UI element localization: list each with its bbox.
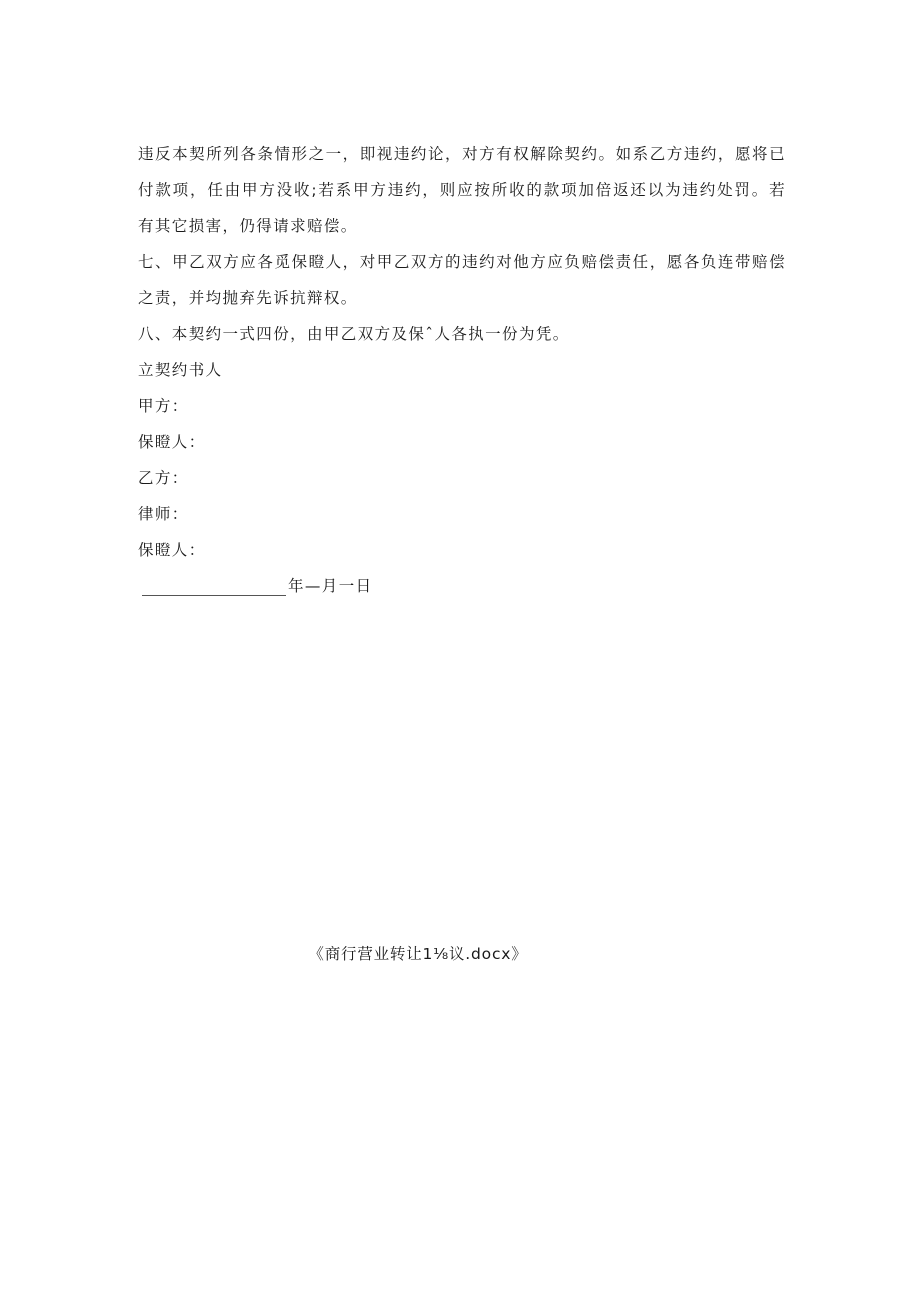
footer-filename: 《商行营业转让1⅛议.docx》	[308, 945, 528, 963]
paragraph-breach-clause: 违反本契所列各条情形之一，即视违约论，对方有权解除契约。如系乙方违约，愿将已付款项，任由甲方没收;若系甲方违约，则应按所收的款项加倍返还以为违约处罚。若有其它损害，仍得请求赔偿。	[138, 145, 786, 235]
paragraph-clause-seven: 七、甲乙双方应各觅保瞪人，对甲乙双方的违约对他方应负赔偿责任，愿各负连带赔偿之责，并均抛弃先诉抗辩权。	[138, 253, 786, 307]
contract-body	[138, 136, 786, 604]
date-row	[138, 568, 786, 604]
guarantor-label-2: 保瞪人：	[138, 541, 206, 559]
date-blank-line	[142, 575, 286, 596]
party-a-label: 甲方：	[138, 397, 189, 415]
guarantor-label-1: 保瞪人：	[138, 433, 206, 451]
date-suffix: 年—月一日	[288, 577, 373, 595]
footer	[0, 942, 920, 964]
signature-heading: 立契约书人	[138, 361, 223, 379]
lawyer-label: 律师：	[138, 505, 189, 523]
paragraph-clause-eight: 八、本契约一式四份，由甲乙双方及保ˆ人各执一份为凭。	[138, 325, 570, 343]
party-b-label: 乙方：	[138, 469, 189, 487]
